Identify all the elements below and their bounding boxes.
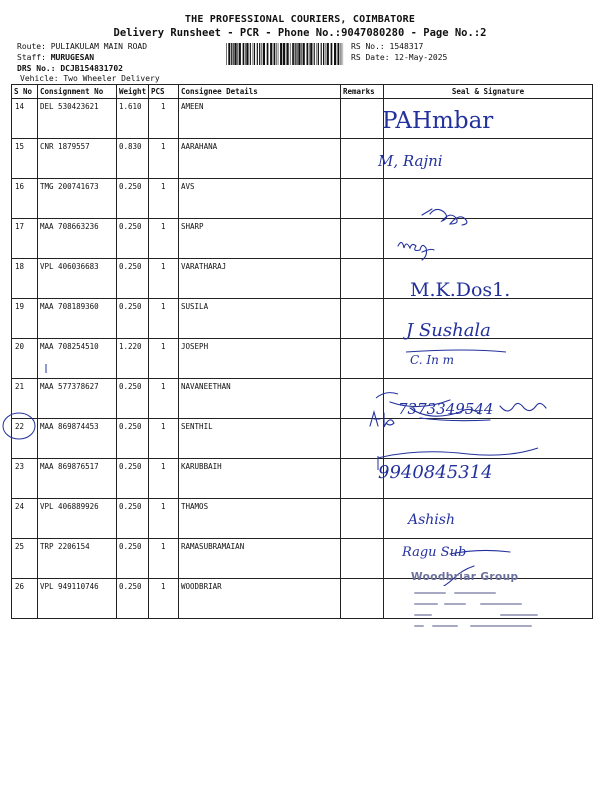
barcode-bar: [292, 43, 294, 65]
cell-consignee: SHARP: [179, 219, 341, 259]
cell-weight: 0.250: [117, 419, 149, 459]
barcode-bar: [233, 43, 234, 65]
table-row: [12, 99, 593, 139]
cell-consignee: SENTHIL: [179, 419, 341, 459]
col-weight-header: Weight: [117, 85, 149, 99]
cell-consignee: WOODBRIAR: [179, 579, 341, 619]
table-row: [12, 299, 593, 339]
barcode-bar: [253, 43, 254, 65]
cell-signature: [384, 579, 593, 619]
table-header-row: [12, 85, 593, 99]
col-pcs-header: PCS: [149, 85, 179, 99]
vehicle-label: Vehicle:: [20, 74, 59, 83]
cell-signature: [384, 379, 593, 419]
barcode-bar: [325, 43, 326, 65]
vehicle-value: Two Wheeler Delivery: [63, 74, 160, 83]
cell-pcs: 1: [149, 379, 179, 419]
cell-consignment: MAA 708254510: [38, 339, 117, 379]
cell-consignee: JOSEPH: [179, 339, 341, 379]
cell-weight: 0.830: [117, 139, 149, 179]
barcode-bar: [340, 43, 341, 65]
cell-sno: 25: [12, 539, 38, 579]
drs-label: DRS No.:: [17, 64, 56, 73]
cell-signature: [384, 259, 593, 299]
cell-pcs: 1: [149, 419, 179, 459]
cell-consignment: TRP 2206154: [38, 539, 117, 579]
barcode-bar: [298, 43, 300, 65]
table-row: [12, 219, 593, 259]
cell-pcs: 1: [149, 459, 179, 499]
barcode-bar: [263, 43, 265, 65]
cell-remarks: [341, 139, 384, 179]
cell-sno: 26: [12, 579, 38, 619]
cell-pcs: 1: [149, 579, 179, 619]
staff-value: MURUGESAN: [50, 53, 95, 62]
cell-consignment: MAA 869874453: [38, 419, 117, 459]
cell-sno: 16: [12, 179, 38, 219]
cell-pcs: 1: [149, 219, 179, 259]
cell-weight: 1.610: [117, 99, 149, 139]
barcode-bar: [301, 43, 302, 65]
barcode-bar: [337, 43, 339, 65]
barcode-bar: [314, 43, 315, 65]
route-line: [17, 41, 147, 52]
barcode-bar: [290, 43, 291, 65]
cell-remarks: [341, 219, 384, 259]
cell-sno: 24: [12, 499, 38, 539]
barcode-image: [226, 43, 344, 65]
cell-remarks: [341, 579, 384, 619]
signature-25: Ragu Sub: [402, 545, 467, 560]
table-row: [12, 419, 593, 459]
cell-consignment: TMG 200741673: [38, 179, 117, 219]
vehicle-line: [20, 73, 160, 84]
barcode-bar: [331, 43, 333, 65]
cell-weight: 0.250: [117, 539, 149, 579]
barcode-bar: [280, 43, 282, 65]
col-signature-header: Seal & Signature: [384, 85, 593, 99]
cell-weight: 0.250: [117, 299, 149, 339]
cell-consignee: KARUBBAIH: [179, 459, 341, 499]
barcode-bar: [226, 43, 227, 65]
signature-23: 9940845314: [378, 462, 493, 483]
cell-sno: 17: [12, 219, 38, 259]
rs-date-line: [351, 52, 447, 63]
cell-pcs: 1: [149, 339, 179, 379]
cell-consignment: DEL 530423621: [38, 99, 117, 139]
barcode-bar: [303, 43, 305, 65]
signature-18: M.K.Dos1.: [410, 279, 511, 301]
cell-remarks: [341, 539, 384, 579]
cell-signature: [384, 99, 593, 139]
page-subtitle: Delivery Runsheet - PCR - Phone No.:9047080280 - Page No.:2: [113, 27, 487, 39]
barcode-bar: [239, 43, 241, 65]
cell-consignee: THAMOS: [179, 499, 341, 539]
rs-no-line: [351, 41, 423, 52]
cell-consignee: AARAHANA: [179, 139, 341, 179]
col-consignment-header: Consignment No: [38, 85, 117, 99]
table-row: [12, 139, 593, 179]
signature-20: C. In m: [410, 353, 455, 367]
table-row: [12, 459, 593, 499]
route-label: Route:: [17, 42, 46, 51]
cell-remarks: [341, 419, 384, 459]
cell-remarks: [341, 259, 384, 299]
cell-consignee: SUSILA: [179, 299, 341, 339]
barcode-bar: [317, 43, 318, 65]
cell-pcs: 1: [149, 299, 179, 339]
barcode-bar: [231, 43, 232, 65]
signature-14: PAHmbar: [382, 108, 494, 134]
table-row: [12, 499, 593, 539]
rs-date-value: 12-May-2025: [394, 53, 448, 62]
barcode-bar: [278, 43, 279, 65]
cell-consignee: NAVANEETHAN: [179, 379, 341, 419]
cell-signature: [384, 459, 593, 499]
cell-sno: 14: [12, 99, 38, 139]
barcode-bar: [286, 43, 288, 65]
cell-sno: 23: [12, 459, 38, 499]
cell-pcs: 1: [149, 179, 179, 219]
cell-consignment: MAA 577378627: [38, 379, 117, 419]
barcode-bar: [267, 43, 269, 65]
barcode-bar: [309, 43, 310, 65]
barcode-bar: [327, 43, 329, 65]
cell-consignee: AVS: [179, 179, 341, 219]
barcode-bar: [243, 43, 245, 65]
drs-value: DCJB154831702: [60, 64, 123, 73]
signature-24: Ashish: [408, 512, 455, 528]
cell-weight: 0.250: [117, 379, 149, 419]
cell-consignment: VPL 406036683: [38, 259, 117, 299]
barcode-bar: [276, 43, 277, 65]
cell-sno: 15: [12, 139, 38, 179]
cell-pcs: 1: [149, 139, 179, 179]
staff-line: [17, 52, 94, 63]
rs-no-label: RS No.:: [351, 42, 385, 51]
cell-sno: 21: [12, 379, 38, 419]
barcode-bar: [321, 43, 322, 65]
cell-weight: 0.250: [117, 579, 149, 619]
cell-signature: [384, 179, 593, 219]
staff-label: Staff:: [17, 53, 46, 62]
cell-signature: [384, 539, 593, 579]
barcode-bar: [295, 43, 296, 65]
signature-15: M, Rajni: [378, 152, 443, 170]
table-row: [12, 539, 593, 579]
barcode-bar: [318, 43, 319, 65]
cell-consignment: CNR 1879557: [38, 139, 117, 179]
barcode-bar: [307, 43, 309, 65]
barcode-bar: [254, 43, 255, 65]
barcode-bar: [296, 43, 297, 65]
runsheet-table: [11, 84, 593, 619]
cell-signature: [384, 339, 593, 379]
barcode-bar: [270, 43, 272, 65]
barcode-bar: [250, 43, 251, 65]
signature-19: J Sushala: [406, 320, 491, 341]
cell-consignee: AMEEN: [179, 99, 341, 139]
table-row: [12, 179, 593, 219]
cell-remarks: [341, 99, 384, 139]
cell-signature: [384, 499, 593, 539]
cell-pcs: 1: [149, 99, 179, 139]
cell-remarks: [341, 299, 384, 339]
barcode-bar: [245, 43, 246, 65]
cell-remarks: [341, 339, 384, 379]
cell-sno: 18: [12, 259, 38, 299]
cell-signature: [384, 419, 593, 459]
cell-signature: [384, 139, 593, 179]
barcode-bar: [237, 43, 238, 65]
route-value: PULIAKULAM MAIN ROAD: [50, 42, 148, 51]
cell-remarks: [341, 499, 384, 539]
cell-sno: 20: [12, 339, 38, 379]
table-row: [12, 379, 593, 419]
cell-pcs: 1: [149, 259, 179, 299]
cell-pcs: 1: [149, 499, 179, 539]
cell-weight: 0.250: [117, 459, 149, 499]
cell-weight: 0.250: [117, 179, 149, 219]
cell-consignment: VPL 406889926: [38, 499, 117, 539]
cell-consignment: MAA 708189360: [38, 299, 117, 339]
cell-weight: 0.250: [117, 259, 149, 299]
cell-sno: 19: [12, 299, 38, 339]
barcode-bar: [323, 43, 324, 65]
barcode-bar: [259, 43, 260, 65]
cell-consignment: MAA 869876517: [38, 459, 117, 499]
barcode-bar: [310, 43, 312, 65]
barcode-bar: [274, 43, 276, 65]
cell-consignment: VPL 949110746: [38, 579, 117, 619]
cell-remarks: [341, 379, 384, 419]
table-row: [12, 339, 593, 379]
cell-consignee: RAMASUBRAMAIAN: [179, 539, 341, 579]
page-title: THE PROFESSIONAL COURIERS, COIMBATORE: [184, 14, 416, 25]
table-row: [12, 579, 593, 619]
cell-weight: 0.250: [117, 499, 149, 539]
col-remarks-header: Remarks: [341, 85, 384, 99]
barcode-bar: [342, 43, 343, 65]
cell-consignment: MAA 708663236: [38, 219, 117, 259]
cell-sno: 22: [12, 419, 38, 459]
cell-pcs: 1: [149, 539, 179, 579]
cell-signature: [384, 219, 593, 259]
col-sno-header: S No: [12, 85, 38, 99]
signature-21: 7373349544: [398, 400, 494, 418]
barcode-bar: [246, 43, 248, 65]
cell-signature: [384, 299, 593, 339]
table-row: [12, 259, 593, 299]
barcode-bar: [228, 43, 230, 65]
barcode-bar: [261, 43, 262, 65]
cell-consignee: VARATHARAJ: [179, 259, 341, 299]
cell-remarks: [341, 179, 384, 219]
cell-remarks: [341, 459, 384, 499]
cell-weight: 1.220: [117, 339, 149, 379]
cell-weight: 0.250: [117, 219, 149, 259]
barcode-bar: [283, 43, 285, 65]
barcode-bar: [257, 43, 258, 65]
barcode-bar: [234, 43, 236, 65]
col-consignee-header: Consignee Details: [179, 85, 341, 99]
rs-no-value: 1548317: [389, 42, 424, 51]
rs-date-label: RS Date:: [351, 53, 390, 62]
stamp-company-name: Woodbriar Group: [411, 571, 519, 583]
barcode-bar: [334, 43, 336, 65]
